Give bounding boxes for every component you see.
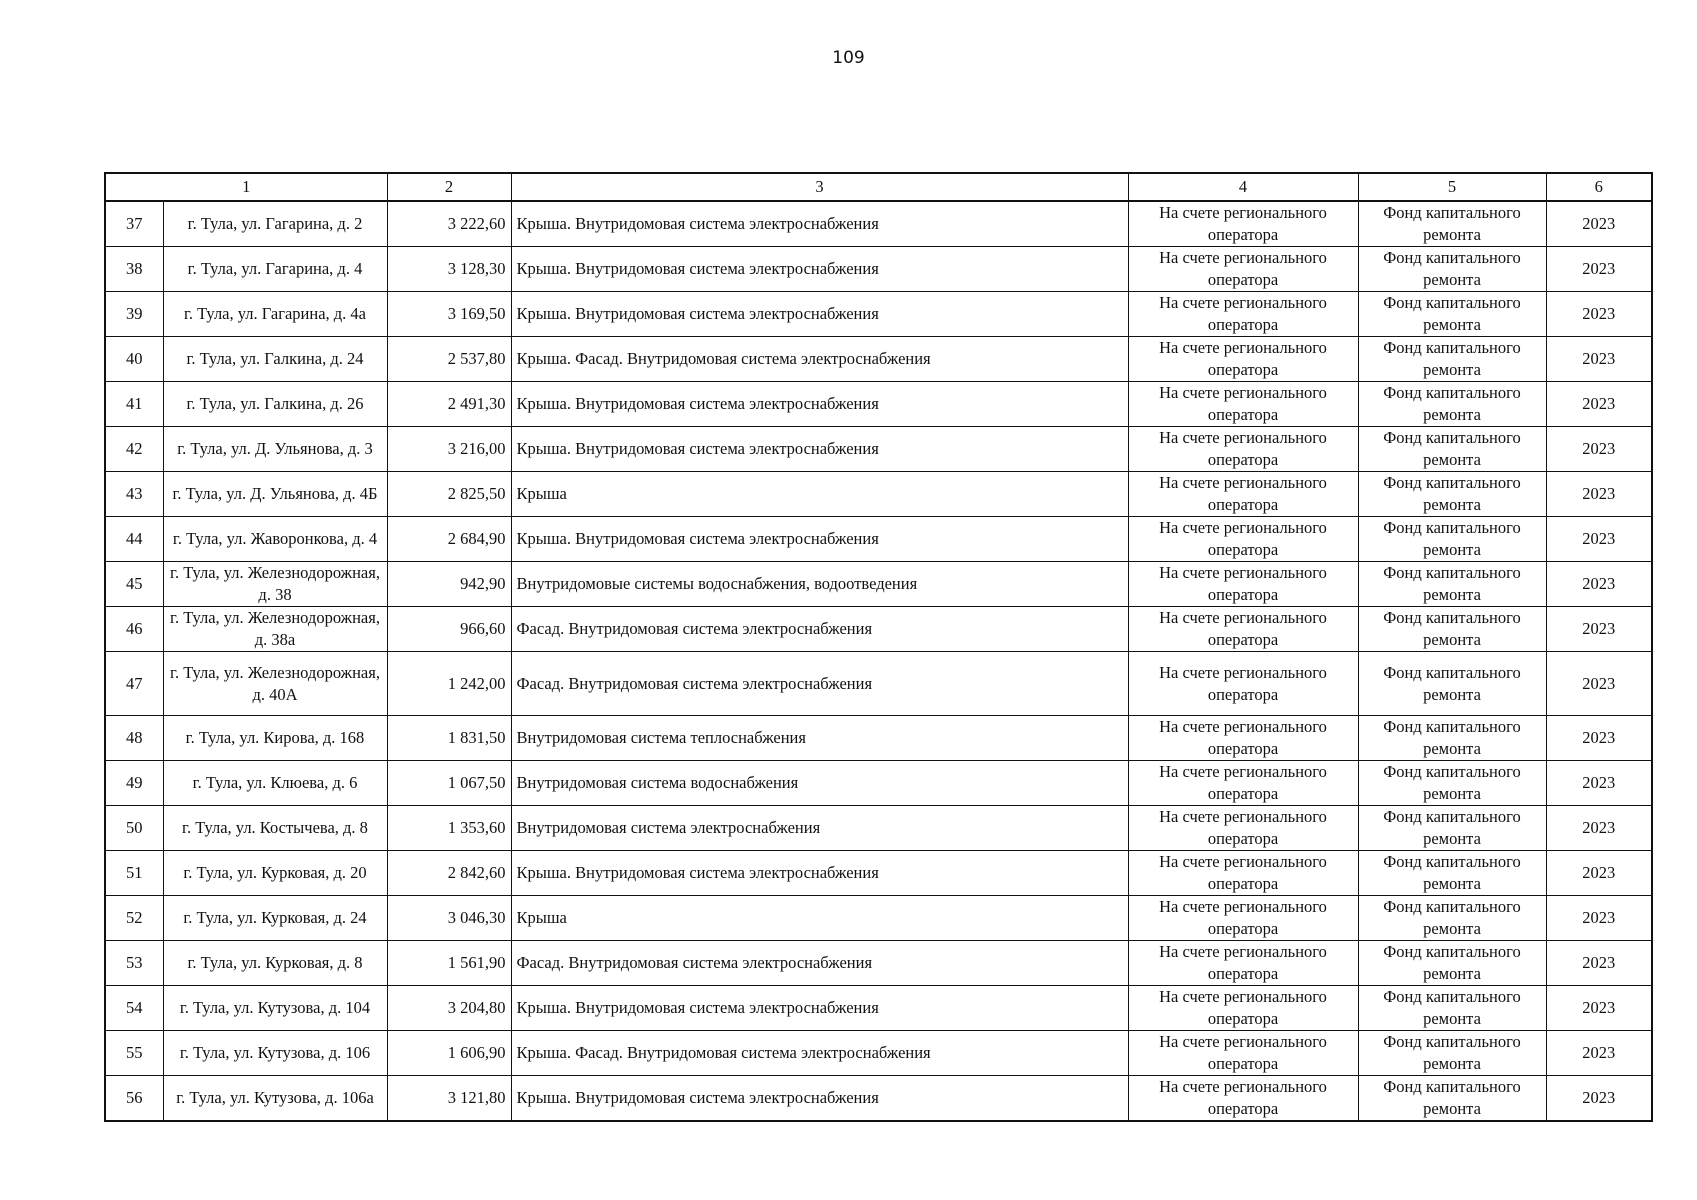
year-cell: 2023 [1546,716,1652,761]
table-row [105,652,1652,716]
fund-account-cell: На счете регионального оператора [1128,292,1358,337]
row-number-cell: 53 [105,941,163,986]
fund-account-cell: На счете регионального оператора [1128,1031,1358,1076]
area-cell: 2 537,80 [387,337,511,382]
funding-source-cell: Фонд капитального ремонта [1358,761,1546,806]
fund-account-cell: На счете регионального оператора [1128,896,1358,941]
works-cell: Крыша. Внутридомовая система электроснабжения [511,1076,1128,1122]
column-header-3: 3 [511,173,1128,201]
table-row [105,562,1652,607]
table-row [105,761,1652,806]
year-cell: 2023 [1546,761,1652,806]
table-row [105,247,1652,292]
fund-account-cell: На счете регионального оператора [1128,382,1358,427]
row-number-cell: 44 [105,517,163,562]
area-cell: 1 831,50 [387,716,511,761]
funding-source-cell: Фонд капитального ремонта [1358,896,1546,941]
area-cell: 3 121,80 [387,1076,511,1122]
funding-source-cell: Фонд капитального ремонта [1358,806,1546,851]
row-number-cell: 38 [105,247,163,292]
works-cell: Крыша. Внутридомовая система электроснабжения [511,247,1128,292]
row-number-cell: 43 [105,472,163,517]
year-cell: 2023 [1546,851,1652,896]
works-cell: Крыша. Фасад. Внутридомовая система электроснабжения [511,337,1128,382]
year-cell: 2023 [1546,472,1652,517]
funding-source-cell: Фонд капитального ремонта [1358,607,1546,652]
year-cell: 2023 [1546,1031,1652,1076]
address-cell: г. Тула, ул. Железнодорожная, д. 38а [163,607,387,652]
address-cell: г. Тула, ул. Железнодорожная, д. 38 [163,562,387,607]
row-number-cell: 51 [105,851,163,896]
address-cell: г. Тула, ул. Галкина, д. 26 [163,382,387,427]
column-header-4: 4 [1128,173,1358,201]
works-cell: Крыша. Фасад. Внутридомовая система электроснабжения [511,1031,1128,1076]
fund-account-cell: На счете регионального оператора [1128,337,1358,382]
year-cell: 2023 [1546,1076,1652,1122]
table-row [105,806,1652,851]
works-cell: Крыша. Внутридомовая система электроснабжения [511,201,1128,247]
funding-source-cell: Фонд капитального ремонта [1358,517,1546,562]
address-cell: г. Тула, ул. Курковая, д. 8 [163,941,387,986]
row-number-cell: 48 [105,716,163,761]
table-row [105,851,1652,896]
fund-account-cell: На счете регионального оператора [1128,761,1358,806]
fund-account-cell: На счете регионального оператора [1128,607,1358,652]
year-cell: 2023 [1546,941,1652,986]
funding-source-cell: Фонд капитального ремонта [1358,941,1546,986]
area-cell: 1 606,90 [387,1031,511,1076]
area-cell: 3 222,60 [387,201,511,247]
fund-account-cell: На счете регионального оператора [1128,716,1358,761]
row-number-cell: 39 [105,292,163,337]
year-cell: 2023 [1546,806,1652,851]
area-cell: 3 204,80 [387,986,511,1031]
works-cell: Крыша. Внутридомовая система электроснабжения [511,427,1128,472]
works-cell: Внутридомовая система водоснабжения [511,761,1128,806]
address-cell: г. Тула, ул. Галкина, д. 24 [163,337,387,382]
fund-account-cell: На счете регионального оператора [1128,986,1358,1031]
year-cell: 2023 [1546,562,1652,607]
fund-account-cell: На счете регионального оператора [1128,851,1358,896]
table-row [105,337,1652,382]
row-number-cell: 52 [105,896,163,941]
works-cell: Крыша. Внутридомовая система электроснабжения [511,382,1128,427]
table-row [105,427,1652,472]
funding-source-cell: Фонд капитального ремонта [1358,986,1546,1031]
year-cell: 2023 [1546,896,1652,941]
table-body [105,173,1652,1121]
year-cell: 2023 [1546,337,1652,382]
funding-source-cell: Фонд капитального ремонта [1358,1076,1546,1122]
fund-account-cell: На счете регионального оператора [1128,652,1358,716]
works-cell: Крыша. Внутридомовая система электроснабжения [511,292,1128,337]
table-row [105,1076,1652,1122]
row-number-cell: 49 [105,761,163,806]
column-header-2: 2 [387,173,511,201]
funding-source-cell: Фонд капитального ремонта [1358,292,1546,337]
table-row [105,382,1652,427]
row-number-cell: 47 [105,652,163,716]
address-cell: г. Тула, ул. Кутузова, д. 106 [163,1031,387,1076]
address-cell: г. Тула, ул. Костычева, д. 8 [163,806,387,851]
address-cell: г. Тула, ул. Жаворонкова, д. 4 [163,517,387,562]
funding-source-cell: Фонд капитального ремонта [1358,382,1546,427]
year-cell: 2023 [1546,652,1652,716]
table-row [105,201,1652,247]
fund-account-cell: На счете регионального оператора [1128,472,1358,517]
row-number-cell: 55 [105,1031,163,1076]
area-cell: 3 169,50 [387,292,511,337]
area-cell: 1 561,90 [387,941,511,986]
area-cell: 2 491,30 [387,382,511,427]
funding-source-cell: Фонд капитального ремонта [1358,201,1546,247]
works-cell: Внутридомовые системы водоснабжения, водоотведения [511,562,1128,607]
funding-source-cell: Фонд капитального ремонта [1358,247,1546,292]
works-cell: Внутридомовая система электроснабжения [511,806,1128,851]
year-cell: 2023 [1546,247,1652,292]
address-cell: г. Тула, ул. Кутузова, д. 106а [163,1076,387,1122]
row-number-cell: 37 [105,201,163,247]
funding-source-cell: Фонд капитального ремонта [1358,337,1546,382]
area-cell: 2 842,60 [387,851,511,896]
year-cell: 2023 [1546,517,1652,562]
fund-account-cell: На счете регионального оператора [1128,806,1358,851]
column-number-header-row [105,173,1652,201]
table-row [105,1031,1652,1076]
table-row [105,292,1652,337]
works-cell: Крыша. Внутридомовая система электроснабжения [511,986,1128,1031]
row-number-cell: 41 [105,382,163,427]
address-cell: г. Тула, ул. Д. Ульянова, д. 3 [163,427,387,472]
capital-repair-table [104,172,1653,1122]
fund-account-cell: На счете регионального оператора [1128,941,1358,986]
fund-account-cell: На счете регионального оператора [1128,517,1358,562]
works-cell: Фасад. Внутридомовая система электроснабжения [511,652,1128,716]
column-header-6: 6 [1546,173,1652,201]
page-number: 109 [832,48,865,68]
address-cell: г. Тула, ул. Гагарина, д. 4 [163,247,387,292]
table-row [105,716,1652,761]
year-cell: 2023 [1546,986,1652,1031]
area-cell: 942,90 [387,562,511,607]
address-cell: г. Тула, ул. Гагарина, д. 2 [163,201,387,247]
funding-source-cell: Фонд капитального ремонта [1358,1031,1546,1076]
funding-source-cell: Фонд капитального ремонта [1358,716,1546,761]
address-cell: г. Тула, ул. Курковая, д. 24 [163,896,387,941]
fund-account-cell: На счете регионального оператора [1128,427,1358,472]
column-header-1: 1 [105,173,387,201]
works-cell: Крыша. Внутридомовая система электроснабжения [511,517,1128,562]
area-cell: 3 046,30 [387,896,511,941]
works-cell: Внутридомовая система теплоснабжения [511,716,1128,761]
funding-source-cell: Фонд капитального ремонта [1358,851,1546,896]
funding-source-cell: Фонд капитального ремонта [1358,562,1546,607]
row-number-cell: 45 [105,562,163,607]
works-cell: Фасад. Внутридомовая система электроснабжения [511,941,1128,986]
year-cell: 2023 [1546,427,1652,472]
address-cell: г. Тула, ул. Курковая, д. 20 [163,851,387,896]
row-number-cell: 54 [105,986,163,1031]
table-row [105,517,1652,562]
address-cell: г. Тула, ул. Д. Ульянова, д. 4Б [163,472,387,517]
funding-source-cell: Фонд капитального ремонта [1358,652,1546,716]
funding-source-cell: Фонд капитального ремонта [1358,472,1546,517]
works-cell: Крыша [511,896,1128,941]
address-cell: г. Тула, ул. Кирова, д. 168 [163,716,387,761]
works-cell: Фасад. Внутридомовая система электроснабжения [511,607,1128,652]
row-number-cell: 46 [105,607,163,652]
area-cell: 2 684,90 [387,517,511,562]
table-row [105,607,1652,652]
works-cell: Крыша. Внутридомовая система электроснабжения [511,851,1128,896]
row-number-cell: 50 [105,806,163,851]
area-cell: 1 242,00 [387,652,511,716]
area-cell: 3 216,00 [387,427,511,472]
year-cell: 2023 [1546,292,1652,337]
area-cell: 3 128,30 [387,247,511,292]
fund-account-cell: На счете регионального оператора [1128,247,1358,292]
column-header-5: 5 [1358,173,1546,201]
area-cell: 966,60 [387,607,511,652]
table-row [105,986,1652,1031]
year-cell: 2023 [1546,382,1652,427]
table-row [105,472,1652,517]
funding-source-cell: Фонд капитального ремонта [1358,427,1546,472]
fund-account-cell: На счете регионального оператора [1128,562,1358,607]
table-row [105,896,1652,941]
year-cell: 2023 [1546,201,1652,247]
works-cell: Крыша [511,472,1128,517]
fund-account-cell: На счете регионального оператора [1128,1076,1358,1122]
row-number-cell: 56 [105,1076,163,1122]
year-cell: 2023 [1546,607,1652,652]
address-cell: г. Тула, ул. Кутузова, д. 104 [163,986,387,1031]
address-cell: г. Тула, ул. Железнодорожная, д. 40А [163,652,387,716]
area-cell: 1 353,60 [387,806,511,851]
address-cell: г. Тула, ул. Гагарина, д. 4а [163,292,387,337]
fund-account-cell: На счете регионального оператора [1128,201,1358,247]
table-row [105,941,1652,986]
address-cell: г. Тула, ул. Клюева, д. 6 [163,761,387,806]
row-number-cell: 42 [105,427,163,472]
row-number-cell: 40 [105,337,163,382]
area-cell: 1 067,50 [387,761,511,806]
area-cell: 2 825,50 [387,472,511,517]
